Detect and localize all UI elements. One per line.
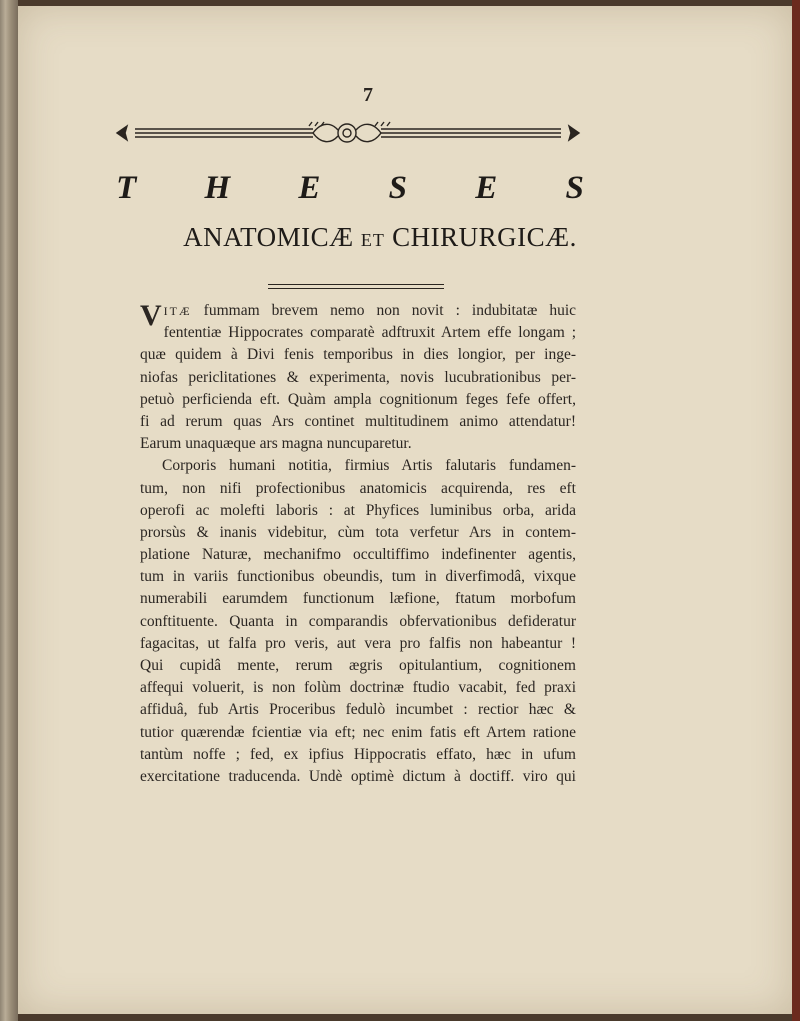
text-line: petuò perficienda eft. Quàm ampla cognitionum feges fefe offert, — [140, 390, 576, 408]
text-line: prorsùs & inanis videbitur, cùm tota verfetur Ars in contem- — [140, 523, 576, 541]
page-number: 7 — [363, 84, 373, 106]
text-line: affiduâ, fub Artis Proceribus fedulò incumbet : rectior hæc & — [140, 701, 576, 719]
text-line: Earum unaquæque ars magna nuncuparetur. — [140, 435, 412, 453]
text-line: fententiæ Hippocrates comparatè adftruxit Artem effe longam ; — [163, 324, 576, 342]
drop-cap: V — [140, 299, 162, 332]
text-line: platione Naturæ, mechanifmo occultiffimo indefinenter agentis, — [140, 546, 576, 564]
text-line — [140, 299, 576, 332]
drop-cap-rest: ITÆ — [163, 304, 192, 318]
text-line: exercitatione traducenda. Undè optimè dictum à doctiff. viro qui — [140, 767, 576, 785]
subtitle-connector: ET — [360, 230, 385, 250]
text-line: quæ quidem à Divi fenis temporibus in dies longior, per inge- — [140, 346, 576, 364]
divider-rule-bottom — [268, 288, 444, 289]
subtitle-chirurgicae: CHIRURGICÆ. — [392, 222, 577, 252]
text-line: conftituente. Quanta in comparandis obfervationibus defideratur — [140, 612, 576, 630]
subtitle-anatomicae: ANATOMICÆ — [183, 222, 354, 252]
text-line: Corporis humani notitia, firmius Artis falutaris fundamen- — [162, 457, 576, 475]
book-cover-edge — [792, 0, 800, 1021]
text-line: fi ad rerum quas Ars continet multitudinem animo attendatur! — [140, 412, 576, 430]
text-line: operofi ac molefti laboris : at Phyfices luminibus orba, arida — [140, 501, 576, 519]
text-line: tutior quærendæ fcientiæ via eft; nec enim fatis eft Artem ratione — [140, 723, 576, 741]
thesis-body-text — [140, 300, 576, 788]
text-line: niofas periclitationes & experimenta, novis lucubrationibus per- — [140, 368, 576, 386]
thesis-subtitle — [130, 222, 630, 253]
text-line-content: fummam brevem nemo non novit : indubitatæ huic — [203, 302, 576, 319]
ornamental-rule — [113, 118, 583, 148]
text-line: tum, non nifi profectionibus anatomicis acquirenda, res eft — [140, 479, 576, 497]
divider-rule-top — [268, 284, 444, 285]
text-line: tum in variis functionibus obeundis, tum in diverfimodâ, vixque — [140, 568, 576, 586]
text-line: numerabili earumdem functionum læfione, ftatum morbofum — [140, 590, 576, 608]
book-spine — [0, 0, 18, 1021]
text-line: tantùm noffe ; fed, ex ipfius Hippocratis effato, hæc in ufum — [140, 745, 576, 763]
thesis-title: T H E S E S — [116, 170, 614, 206]
text-line: affequi voluerit, is non folùm doctrinæ ftudio vacabit, fed praxi — [140, 679, 576, 697]
text-line: fagacitas, ut falfa pro veris, aut vera pro falfis non habeantur ! — [140, 634, 576, 652]
text-line: Qui cupidâ mente, rerum ægris opitulantium, cognitionem — [140, 657, 576, 674]
